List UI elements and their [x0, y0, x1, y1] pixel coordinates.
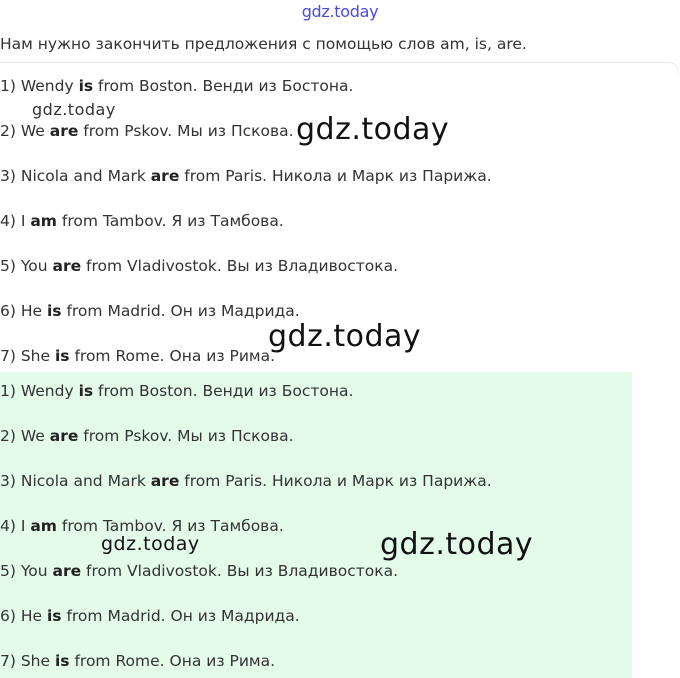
watermark: gdz.today: [296, 112, 450, 147]
answer-word: is: [46, 607, 62, 625]
answer-sentence-5: 5) You are from Vladivostok. Вы из Владивостока.: [0, 562, 399, 580]
exercise-sentence-1: 1) Wendy is from Boston. Венди из Бостона.: [0, 77, 354, 95]
exercise-sentence-3: 3) Nicola and Mark are from Paris. Никола и Марк из Парижа.: [0, 167, 492, 185]
exercise-sentence-6: 6) He is from Madrid. Он из Мадрида.: [0, 302, 300, 320]
answer-sentence-7: 7) She is from Rome. Она из Рима.: [0, 652, 276, 670]
answer-word: is: [78, 382, 94, 400]
answer-word: am: [30, 212, 57, 230]
exercise-sentence-4: 4) I am from Tambov. Я из Тамбова.: [0, 212, 284, 230]
answer-word: are: [52, 562, 82, 580]
answer-word: are: [150, 167, 180, 185]
site-logo[interactable]: gdz.today: [301, 2, 379, 21]
answer-word: are: [52, 257, 82, 275]
answer-word: are: [150, 472, 180, 490]
watermark: gdz.today: [101, 533, 200, 555]
answer-word: am: [30, 517, 57, 535]
answer-word: are: [49, 122, 79, 140]
task-instruction: Нам нужно закончить предложения с помощью слов am, is, are.: [0, 35, 527, 53]
answer-sentence-1: 1) Wendy is from Boston. Венди из Бостона.: [0, 382, 354, 400]
answer-word: is: [78, 77, 94, 95]
exercise-sentence-5: 5) You are from Vladivostok. Вы из Владивостока.: [0, 257, 399, 275]
divider: [0, 62, 679, 73]
answer-word: is: [54, 347, 70, 365]
answer-sentence-4: 4) I am from Tambov. Я из Тамбова.: [0, 517, 284, 535]
watermark: gdz.today: [268, 319, 422, 354]
watermark: gdz.today: [380, 527, 534, 562]
answer-word: is: [46, 302, 62, 320]
answer-word: are: [49, 427, 79, 445]
exercise-sentence-2: 2) We are from Pskov. Мы из Пскова.: [0, 122, 294, 140]
exercise-sentence-7: 7) She is from Rome. Она из Рима.: [0, 347, 276, 365]
answer-sentence-3: 3) Nicola and Mark are from Paris. Никола и Марк из Парижа.: [0, 472, 492, 490]
answer-sentence-2: 2) We are from Pskov. Мы из Пскова.: [0, 427, 294, 445]
watermark: gdz.today: [32, 100, 116, 119]
answer-word: is: [54, 652, 70, 670]
answer-sentence-6: 6) He is from Madrid. Он из Мадрида.: [0, 607, 300, 625]
